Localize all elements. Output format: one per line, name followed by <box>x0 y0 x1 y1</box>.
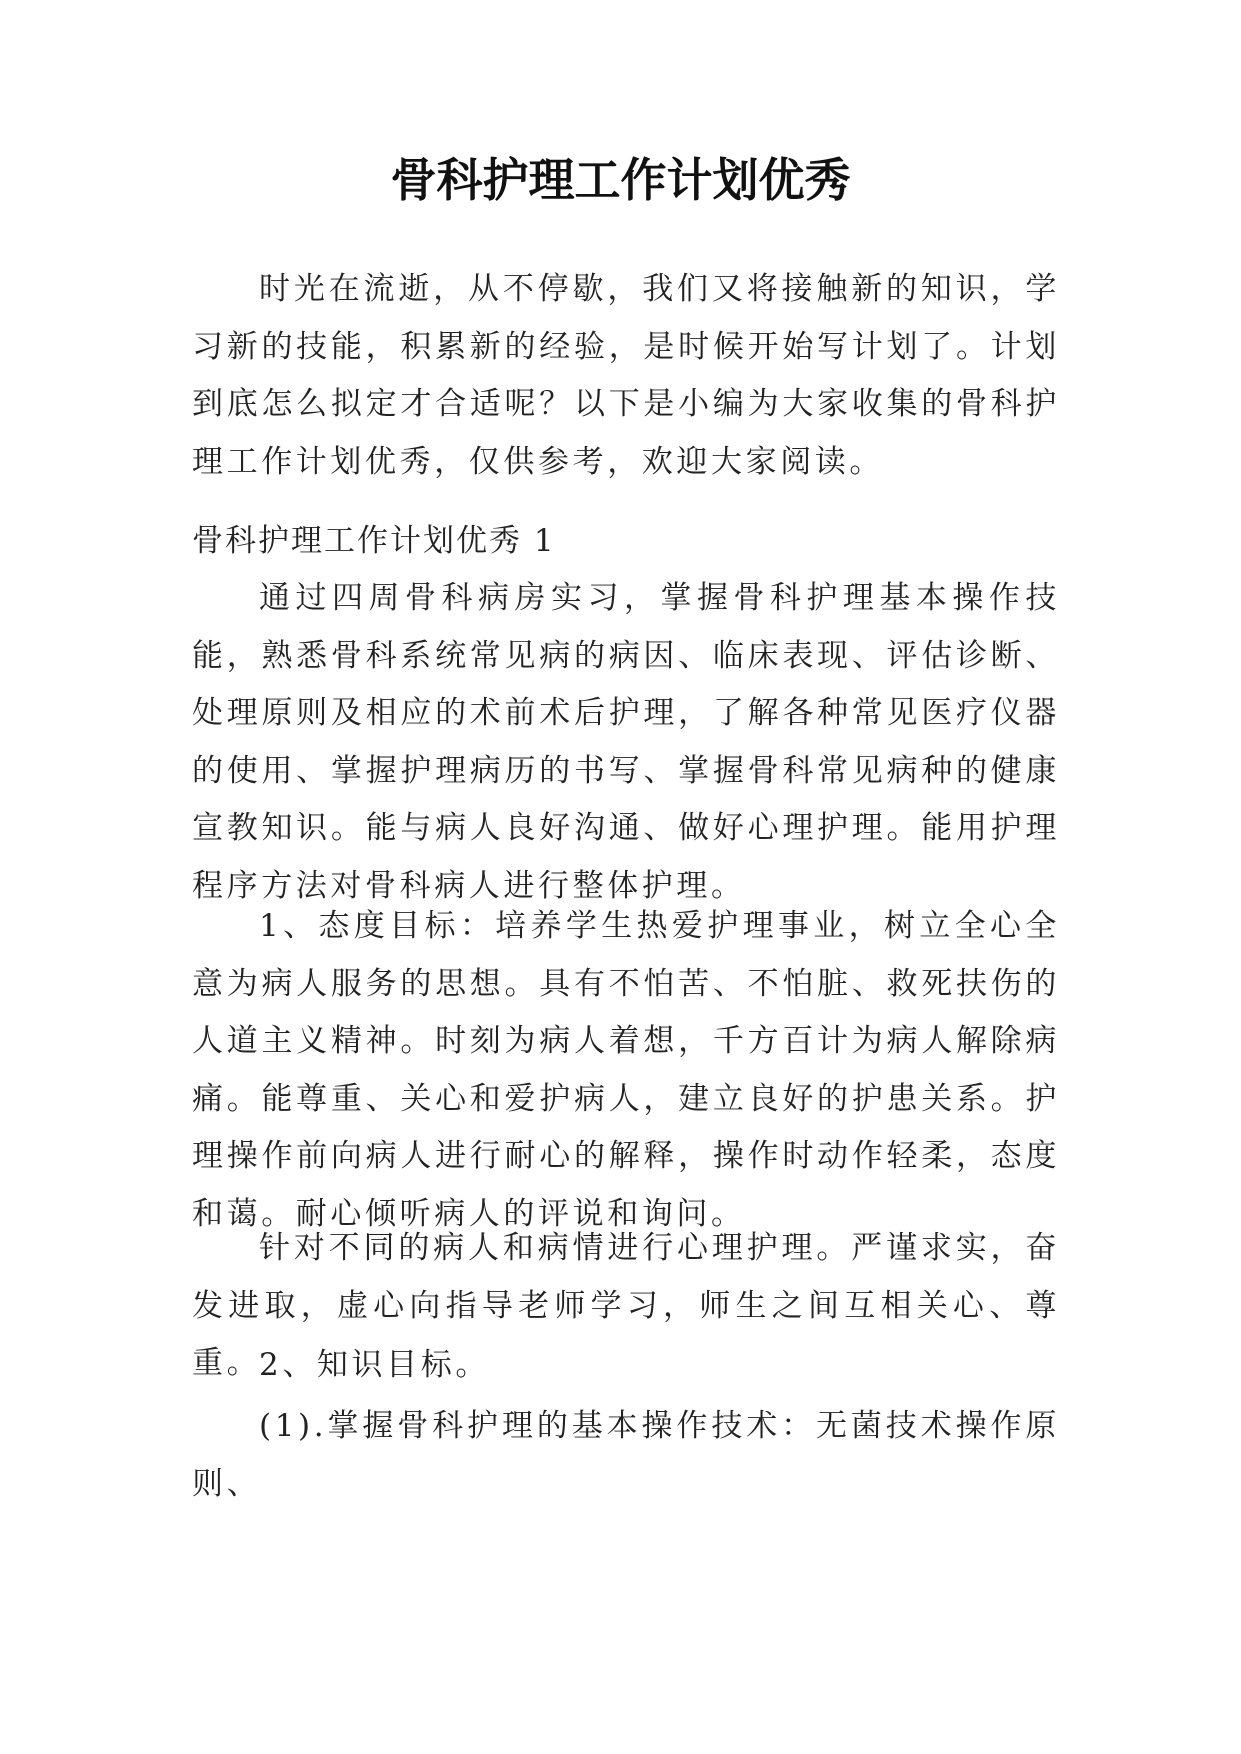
body-paragraph: 针对不同的病人和病情进行心理护理。严谨求实，奋发进取，虚心向指导老师学习，师生之间互相关心、尊重。 <box>192 1230 1060 1381</box>
section-heading: 骨科护理工作计划优秀 1 <box>192 523 556 559</box>
body-paragraph: 2、知识目标。 <box>259 1347 490 1383</box>
body-paragraph: (1).掌握骨科护理的基本操作技术：无菌技术操作原则、 <box>192 1408 1060 1502</box>
document-title: 骨科护理工作计划优秀 <box>390 153 851 207</box>
body-paragraph: 1、态度目标：培养学生热爱护理事业，树立全心全意为病人服务的思想。具有不怕苦、不怕脏、救死扶伤的人道主义精神。时刻为病人着想，千方百计为病人解除病痛。能尊重、关心和爱护病人，建立良好的护患关系。护理操作前向病人进行耐心的解释，操作时动作轻柔，态度和蔼。耐心倾听病人的评说和询问。 <box>192 908 1060 1232</box>
intro-paragraph: 时光在流逝，从不停歇，我们又将接触新的知识，学习新的技能，积累新的经验，是时候开始写计划了。计划到底怎么拟定才合适呢？以下是小编为大家收集的骨科护理工作计划优秀，仅供参考，欢迎大家阅读。 <box>192 271 1060 480</box>
body-paragraph: 通过四周骨科病房实习，掌握骨科护理基本操作技能，熟悉骨科系统常见病的病因、临床表现、评估诊断、处理原则及相应的术前术后护理，了解各种常见医疗仪器的使用、掌握护理病历的书写、掌握骨科常见病种的健康宣教知识。能与病人良好沟通、做好心理护理。能用护理程序方法对骨科病人进行整体护理。 <box>192 580 1060 904</box>
